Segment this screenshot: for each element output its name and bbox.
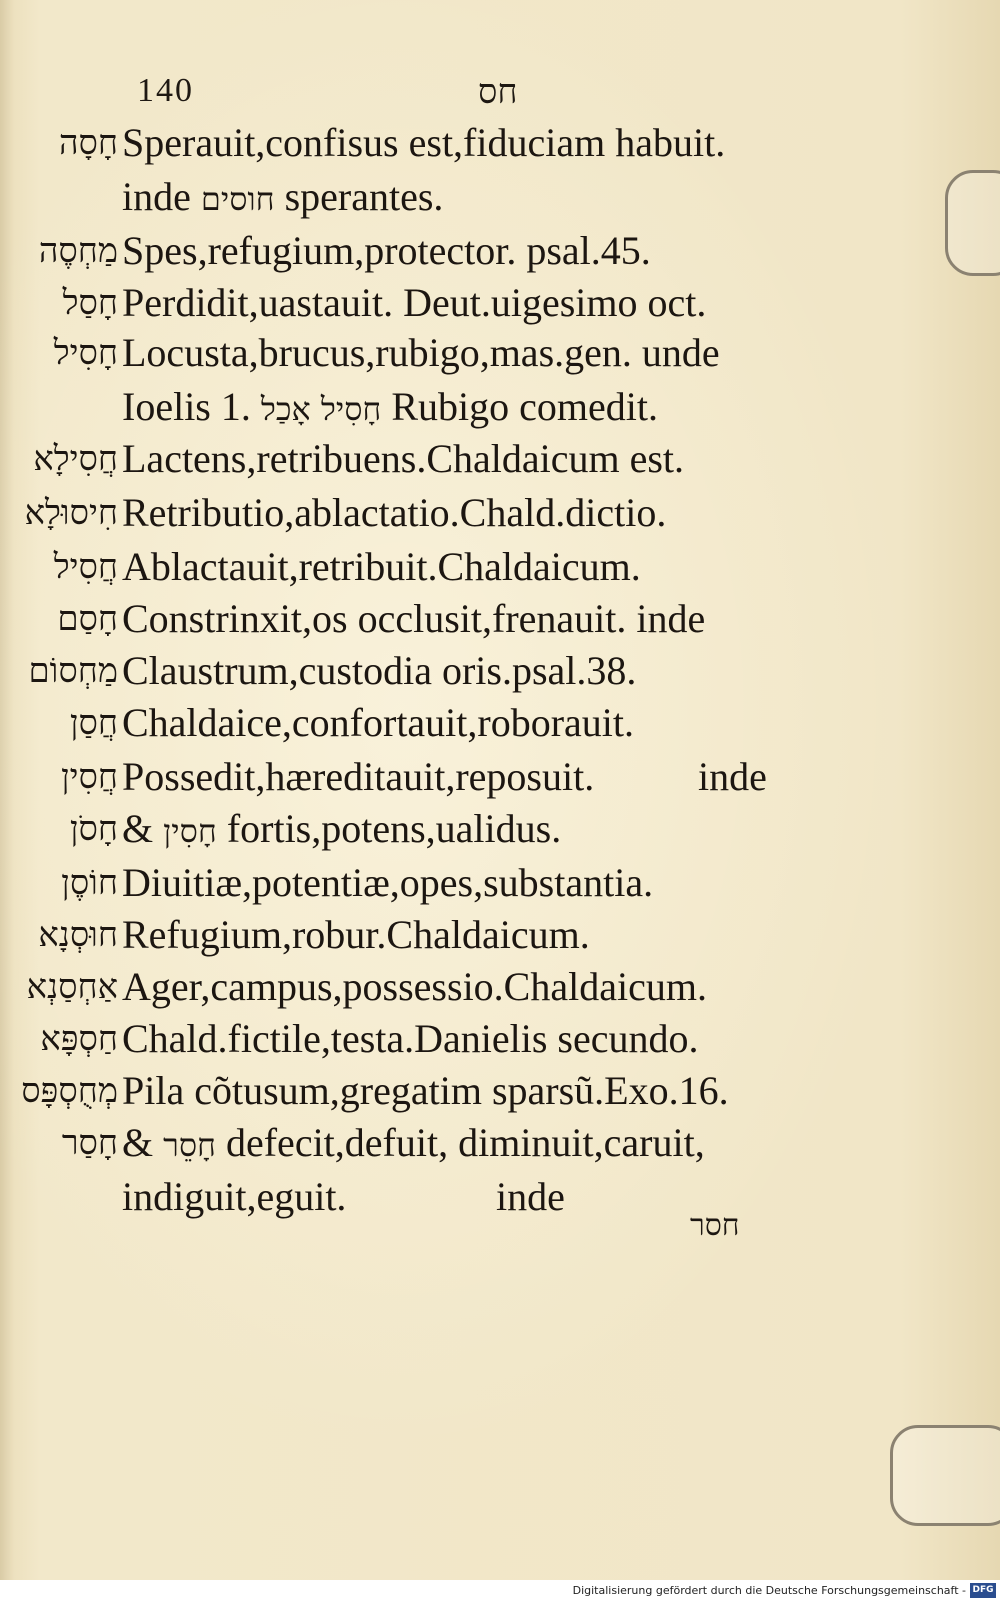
dfg-logo: DFG	[970, 1583, 996, 1598]
latin-definition: & חָסֵר defecit,defuit, diminuit,caruit,	[122, 1120, 705, 1165]
hebrew-headword: חָסֹן	[69, 809, 118, 849]
hebrew-headword: חֲסַן	[69, 703, 118, 743]
hebrew-headword: חָסָה	[58, 123, 118, 163]
latin-definition: Lactens,retribuens.Chaldaicum est.	[122, 436, 685, 481]
inline-hebrew: חָסִיל אָכַל	[260, 390, 382, 428]
inline-hebrew: חָסִין	[163, 812, 217, 850]
hebrew-headword: חָסַם	[57, 599, 118, 639]
dictionary-entry	[0, 806, 800, 860]
hebrew-headword: מַחְסֶה	[38, 231, 118, 271]
bookmark-tab	[945, 170, 1000, 276]
hebrew-headword: חָסַל	[62, 283, 118, 323]
hebrew-headword: חִיסוּלָא	[24, 493, 118, 533]
latin-definition: Locusta,brucus,rubigo,mas.gen. unde	[122, 330, 720, 375]
definition-continuation: indiguit,eguit. inde	[122, 1174, 565, 1219]
latin-definition: Chald.fictile,testa.Danielis secundo.	[122, 1016, 699, 1061]
latin-definition: Chaldaice,confortauit,roborauit.	[122, 700, 635, 745]
page-number: 140	[137, 72, 194, 109]
dictionary-entry	[0, 228, 800, 282]
latin-definition: Ager,campus,possessio.Chaldaicum.	[122, 964, 707, 1009]
latin-definition: Refugium,robur.Chaldaicum.	[122, 912, 590, 957]
dictionary-entry	[0, 1120, 800, 1174]
dictionary-entry	[0, 280, 800, 334]
catchword: חסר	[690, 1208, 740, 1243]
latin-definition: Pila cõtusum,gregatim sparsũ.Exo.16.	[122, 1068, 729, 1113]
hebrew-headword: חֲסִילָא	[33, 439, 118, 479]
hebrew-headword: מְחֻסְפָּס	[21, 1071, 118, 1111]
hebrew-headword: חֲסִיל	[53, 547, 118, 587]
hebrew-headword: חוֹסֶן	[61, 863, 118, 903]
dictionary-entry	[0, 436, 800, 490]
dictionary-entry	[0, 912, 800, 966]
hebrew-headword: חוּסְנָא	[38, 915, 118, 955]
hebrew-headword: אַחְסַנְא	[26, 967, 118, 1007]
dictionary-entry	[0, 1016, 800, 1070]
hebrew-headword: חָסִיל	[53, 333, 118, 373]
inline-hebrew: חוסים	[200, 180, 275, 218]
dictionary-entry	[0, 120, 800, 174]
latin-definition: Ablactauit,retribuit.Chaldaicum.	[122, 544, 641, 589]
hebrew-headword: חֲסִין	[60, 757, 118, 797]
trailing-word: inde	[698, 754, 767, 799]
dictionary-entry	[0, 964, 800, 1018]
latin-definition: Sperauit,confisus est,fiduciam habuit.	[122, 120, 726, 165]
footer-credit: Digitalisierung gefördert durch die Deutsche Forschungsgemeinschaft -	[572, 1584, 966, 1597]
running-head: חס	[478, 72, 518, 112]
latin-definition: Constrinxit,os occlusit,frenauit. inde	[122, 596, 706, 641]
dictionary-entry	[0, 754, 800, 808]
inline-hebrew: חָסֵר	[163, 1126, 216, 1164]
dictionary-entry	[0, 1068, 800, 1122]
dictionary-entry	[0, 490, 800, 544]
hebrew-headword: חָסַר	[61, 1123, 118, 1163]
dictionary-entry	[0, 596, 800, 650]
hebrew-headword: חַסְפָּא	[40, 1019, 118, 1059]
dictionary-entry	[0, 648, 800, 702]
latin-definition: & חָסִין fortis,potens,ualidus.	[122, 806, 562, 851]
bookmark-tab	[890, 1425, 1000, 1526]
dictionary-entry	[0, 860, 800, 914]
latin-definition: Diuitiæ,potentiæ,opes,substantia.	[122, 860, 654, 905]
dictionary-entry	[0, 330, 800, 384]
definition-continuation: Ioelis 1. חָסִיל אָכַל Rubigo comedit.	[122, 384, 658, 429]
latin-definition: Possedit,hæreditauit,reposuit.	[122, 754, 595, 799]
latin-definition: Claustrum,custodia oris.psal.38.	[122, 648, 637, 693]
dictionary-entry	[0, 700, 800, 754]
definition-continuation: inde חוסים sperantes.	[122, 174, 444, 219]
hebrew-headword: מַחְסוֹם	[28, 651, 118, 691]
latin-definition: Spes,refugium,protector. psal.45.	[122, 228, 651, 273]
latin-definition: Perdidit,uastauit. Deut.uigesimo oct.	[122, 280, 707, 325]
latin-definition: Retributio,ablactatio.Chald.dictio.	[122, 490, 667, 535]
dictionary-entry	[0, 544, 800, 598]
footer-bar	[0, 1580, 1000, 1603]
